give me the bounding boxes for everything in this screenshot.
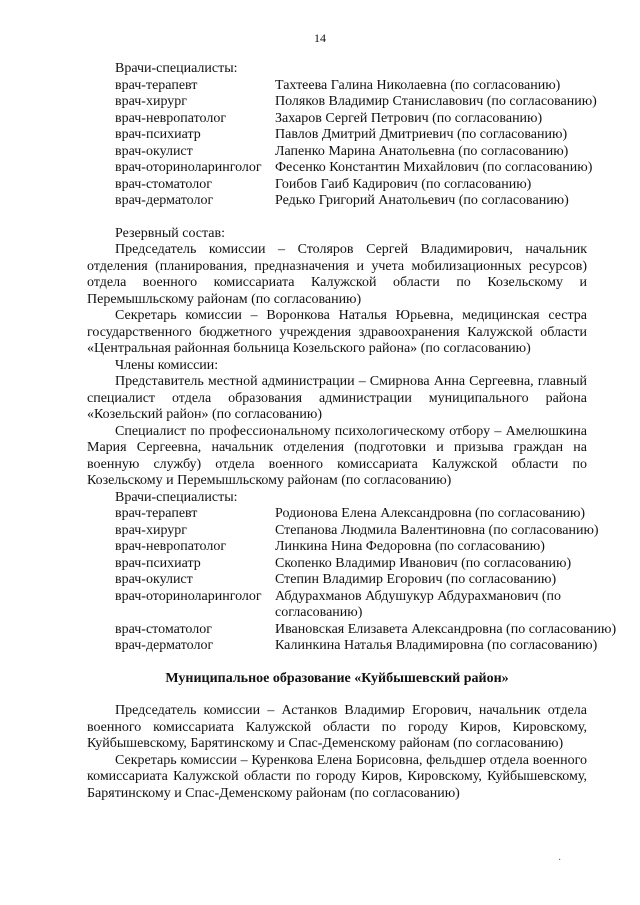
reserve-chairman: Председатель комиссии – Столяров Сергей Владимирович, начальник отделения (планирования, предназначения и учета мобилизационных ресурсов) отдела военного комиссариата Калужской области по Козельскому и Перемышльскому районам (по согласованию): [87, 242, 587, 307]
roster-person: Фесенко Константин Михайлович (по согласованию): [275, 160, 593, 175]
reserve-title: Резервный состав:: [115, 225, 226, 241]
roster-role: врач-психиатр: [115, 127, 201, 142]
roster-row: [87, 111, 587, 128]
roster-person: Редько Григорий Анатольевич (по согласованию): [275, 193, 569, 208]
roster-person: Степанова Людмила Валентиновна (по согласованию): [275, 522, 599, 538]
roster-row: [87, 506, 587, 523]
roster-role: врач-окулист: [115, 143, 193, 159]
roster-row: [87, 94, 597, 111]
roster-row: [87, 589, 587, 622]
roster-person: Скопенко Владимир Иванович (по согласованию): [275, 555, 572, 571]
roster-row: [87, 177, 587, 194]
roster-row: [87, 193, 587, 210]
roster-role: врач-окулист: [115, 572, 193, 587]
roster-person: Поляков Владимир Станиславович (по согласованию): [275, 94, 597, 109]
roster-role: врач-невропатолог: [115, 110, 227, 126]
document-body: [87, 61, 617, 802]
roster-person: Родионова Елена Александровна (по согласованию): [275, 506, 586, 521]
roster-row: [87, 127, 587, 144]
reserve-psych-specialist: Специалист по профессиональному психологическому отбору – Амелюшкина Мария Сергеевна, начальник отделения (подготовки и призыва граждан на военную службу) отдела военного комиссариата Калужской области по Козельскому и Перемышльскому районам (по согласованию): [87, 423, 587, 488]
members-title: Члены комиссии:: [115, 357, 219, 373]
scan-mark: ·: [558, 855, 562, 866]
roster-row: [87, 160, 593, 177]
roster-person: Ивановская Елизавета Александровна (по согласованию): [275, 621, 617, 637]
roster-person: Линкина Нина Федоровна (по согласованию): [275, 539, 545, 554]
roster-role: врач-хирург: [115, 94, 188, 109]
roster-person: Павлов Дмитрий Дмитриевич (по согласованию): [275, 127, 568, 142]
roster-role: врач-дерматолог: [115, 193, 214, 208]
roster-person: Калинкина Наталья Владимировна (по согласованию): [275, 638, 598, 653]
municipality-chairman: Председатель комиссии – Астанков Владимир Егорович, начальник отдела военного комиссариата Калужской области по городу Киров, Кировскому, Куйбышевскому, Барятинскому и Спас-Деменскому районам (по согласованию): [87, 703, 587, 751]
roster-person: Степин Владимир Егорович (по согласованию): [275, 572, 557, 587]
doctors-roster: [87, 77, 597, 210]
reserve-doctors-roster: [87, 506, 617, 655]
roster-person: Гоибов Гаиб Кадирович (по согласованию): [275, 176, 532, 192]
doctors-title: Врачи-специалисты:: [115, 61, 238, 76]
roster-row: [87, 539, 587, 556]
municipality-secretary: Секретарь комиссии – Куренкова Елена Борисовна, фельдшер отдела военного комиссариата Калужской области по городу Киров, Кировскому, Куйбышевскому, Барятинскому и Спас-Деменскому районам (по согласованию): [87, 752, 587, 801]
page-number: 14: [314, 31, 326, 45]
roster-row: [87, 78, 587, 95]
roster-person: Лапенко Марина Анатольевна (по согласованию): [275, 143, 569, 159]
roster-person: Абдурахманов Абдушукур Абдурахманович (по согласованию): [275, 588, 562, 620]
roster-row: [87, 572, 587, 589]
roster-row: [87, 144, 587, 161]
reserve-admin-representative: Представитель местной администрации – Смирнова Анна Сергеевна, главный специалист отдела образования администрации муниципального района «Козельский район» (по согласованию): [87, 374, 587, 422]
municipality-heading: Муниципальное образование «Куйбышевский район»: [165, 670, 509, 686]
roster-person: Тахтеева Галина Николаевна (по согласованию): [275, 77, 561, 93]
roster-role: врач-психиатр: [115, 555, 201, 571]
roster-role: врач-хирург: [115, 522, 188, 538]
roster-person: Захаров Сергей Петрович (по согласованию): [275, 110, 543, 126]
roster-role: врач-терапевт: [115, 506, 198, 521]
roster-role: врач-терапевт: [115, 77, 198, 93]
roster-role: врач-невропатолог: [115, 539, 227, 554]
roster-role: врач-стоматолог: [115, 176, 212, 192]
reserve-doctors-title: Врачи-специалисты:: [115, 489, 238, 505]
roster-role: врач-оториноларинголог: [115, 588, 262, 604]
roster-role: врач-дерматолог: [115, 638, 214, 653]
roster-row: [87, 556, 587, 573]
roster-role: врач-стоматолог: [115, 621, 212, 637]
roster-row: [87, 621, 617, 639]
roster-row: [87, 638, 598, 655]
roster-row: [87, 522, 599, 540]
reserve-secretary: Секретарь комиссии – Воронкова Наталья Юрьевна, медицинская сестра государственного бюджетного учреждения здравоохранения Калужской области «Центральная районная больница Козельского района» (по согласованию): [87, 308, 587, 356]
roster-role: врач-оториноларинголог: [115, 160, 262, 175]
